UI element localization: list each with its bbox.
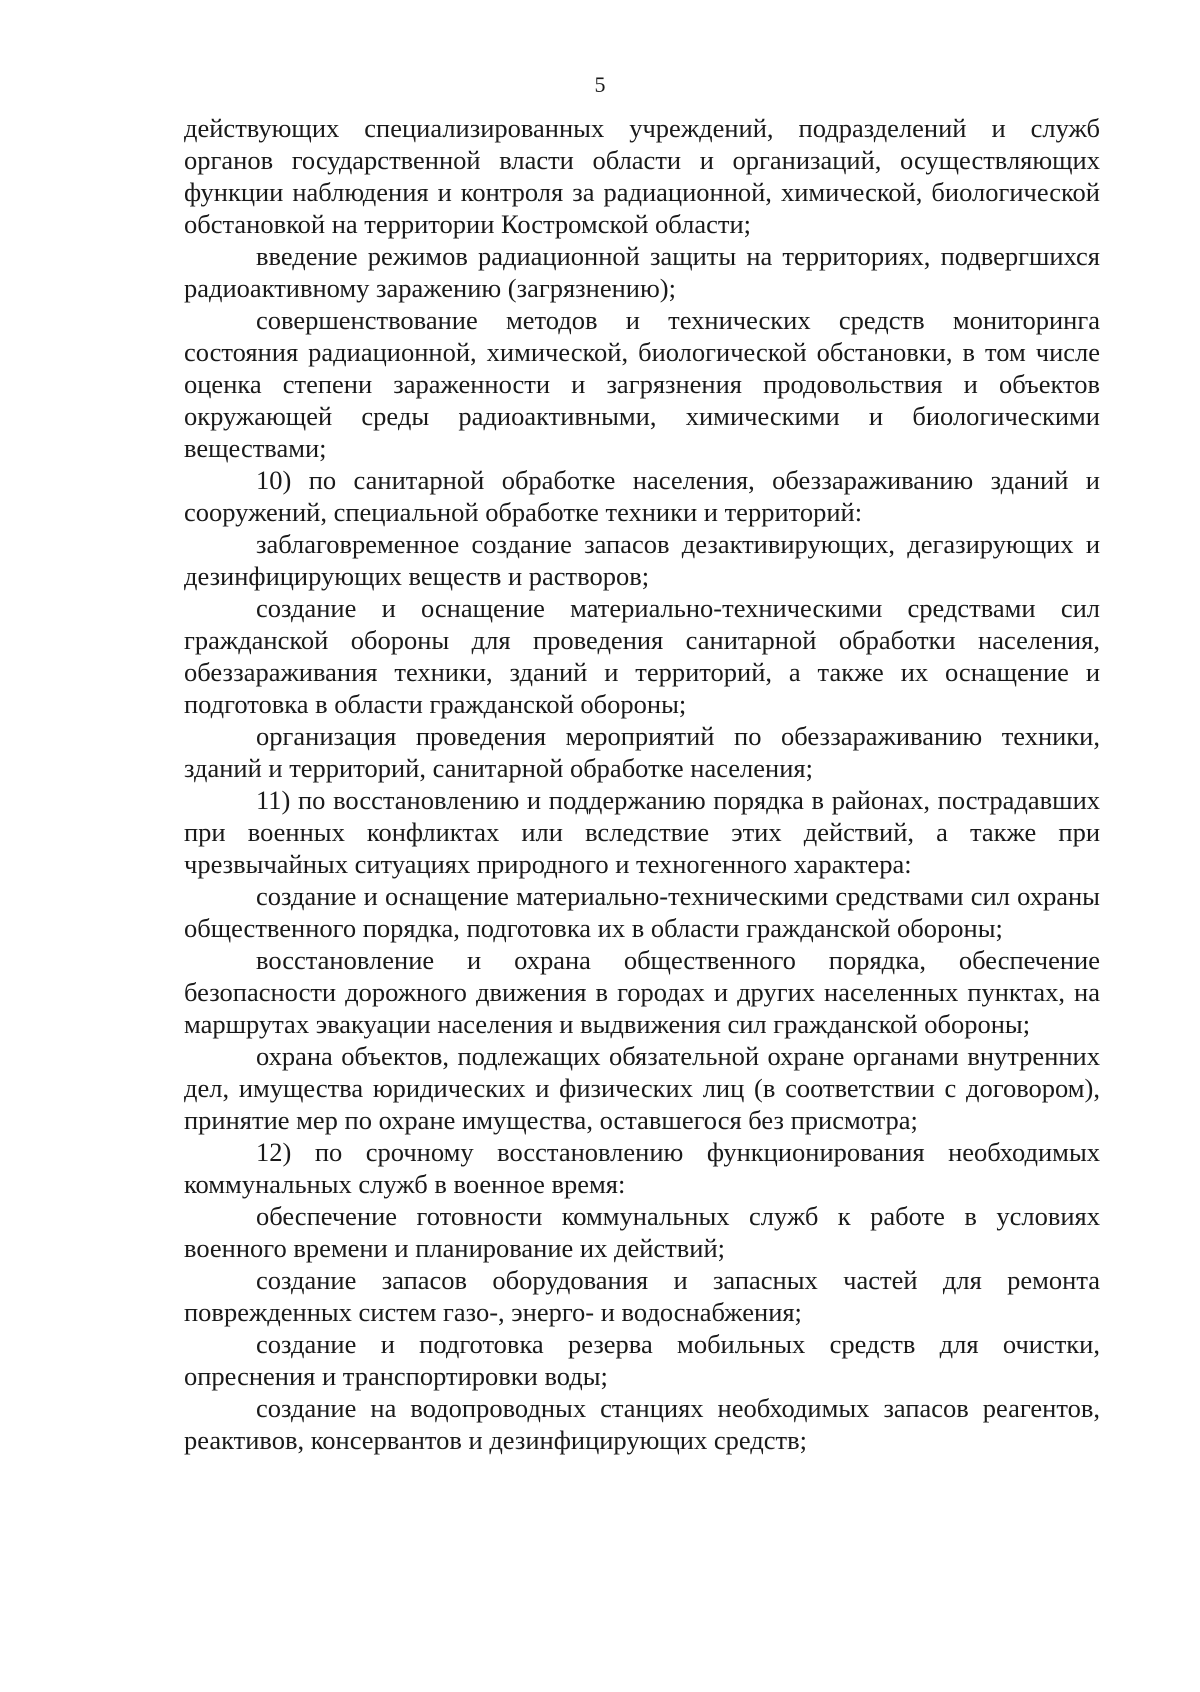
paragraph: обеспечение готовности коммунальных служб к работе в условиях военного времени и планирование их действий; bbox=[184, 1201, 1100, 1263]
paragraph: 10) по санитарной обработке населения, обеззараживанию зданий и сооружений, специальной обработке техники и территорий: bbox=[184, 465, 1100, 527]
paragraph: создание и оснащение материально-техническими средствами сил охраны общественного порядка, подготовка их в области гражданской обороны; bbox=[184, 881, 1100, 943]
paragraph: восстановление и охрана общественного порядка, обеспечение безопасности дорожного движения в городах и других населенных пунктах, на маршрутах эвакуации населения и выдвижения сил гражданской обороны; bbox=[184, 945, 1100, 1039]
page-number: 5 bbox=[594, 72, 606, 97]
paragraph: 11) по восстановлению и поддержанию порядка в районах, пострадавших при военных конфликтах или вследствие этих действий, а также при чрезвычайных ситуациях природного и техногенного характера: bbox=[184, 785, 1100, 879]
paragraph: создание запасов оборудования и запасных частей для ремонта поврежденных систем газо-, энерго- и водоснабжения; bbox=[184, 1265, 1100, 1327]
paragraph: совершенствование методов и технических средств мониторинга состояния радиационной, химической, биологической обстановки, в том числе оценка степени зараженности и загрязнения продовольствия и объектов окружающей среды радиоактивными, химическими и биологическими веществами; bbox=[184, 305, 1100, 463]
paragraph: создание и подготовка резерва мобильных средств для очистки, опреснения и транспортировки воды; bbox=[184, 1329, 1100, 1391]
paragraph: действующих специализированных учреждений, подразделений и служб органов государственной власти области и организаций, осуществляющих функции наблюдения и контроля за радиационной, химической, биологической обстановкой на территории Костромской области; bbox=[184, 113, 1100, 239]
paragraph: создание и оснащение материально-техническими средствами сил гражданской обороны для проведения санитарной обработки населения, обеззараживания техники, зданий и территорий, а также их оснащение и подготовка в области гражданской обороны; bbox=[184, 593, 1100, 719]
paragraph: заблаговременное создание запасов дезактивирующих, дегазирующих и дезинфицирующих веществ и растворов; bbox=[184, 529, 1100, 591]
paragraph: создание на водопроводных станциях необходимых запасов реагентов, реактивов, консервантов и дезинфицирующих средств; bbox=[184, 1393, 1100, 1455]
paragraph: 12) по срочному восстановлению функционирования необходимых коммунальных служб в военное время: bbox=[184, 1137, 1100, 1199]
paragraph: охрана объектов, подлежащих обязательной охране органами внутренних дел, имущества юридических и физических лиц (в соответствии с договором), принятие мер по охране имущества, оставшегося без присмотра; bbox=[184, 1041, 1100, 1135]
paragraph: введение режимов радиационной защиты на территориях, подвергшихся радиоактивному заражению (загрязнению); bbox=[184, 241, 1100, 303]
document-body bbox=[184, 112, 1100, 1456]
paragraph: организация проведения мероприятий по обеззараживанию техники, зданий и территорий, санитарной обработке населения; bbox=[184, 721, 1100, 783]
